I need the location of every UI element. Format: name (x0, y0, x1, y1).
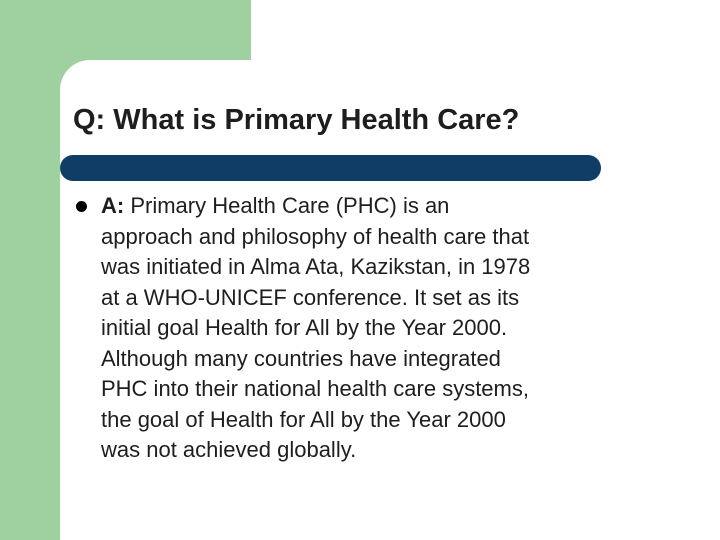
answer-line: PHC into their national health care systems, (101, 376, 529, 401)
answer-line: was not achieved globally. (101, 437, 357, 462)
answer-line: at a WHO-UNICEF conference. It set as its (101, 284, 520, 310)
answer-line: was initiated in Alma Ata, Kazikstan, in 1978 (101, 254, 531, 279)
answer-label: A: (101, 193, 125, 218)
answer-line: Although many countries have integrated (101, 345, 501, 371)
answer-line: the goal of Health for All by the Year 2000 (101, 406, 506, 432)
answer-paragraph (101, 191, 667, 466)
answer-line (101, 191, 667, 222)
bullet-icon (76, 201, 87, 212)
answer-text: Primary Health Care (PHC) is an (130, 193, 450, 218)
answer-line: initial goal Health for All by the Year 2000. (101, 315, 508, 340)
answer-line: approach and philosophy of health care that (101, 223, 530, 249)
title-underline-bar (60, 155, 601, 181)
slide-title: Q: What is Primary Health Care? (73, 104, 520, 136)
